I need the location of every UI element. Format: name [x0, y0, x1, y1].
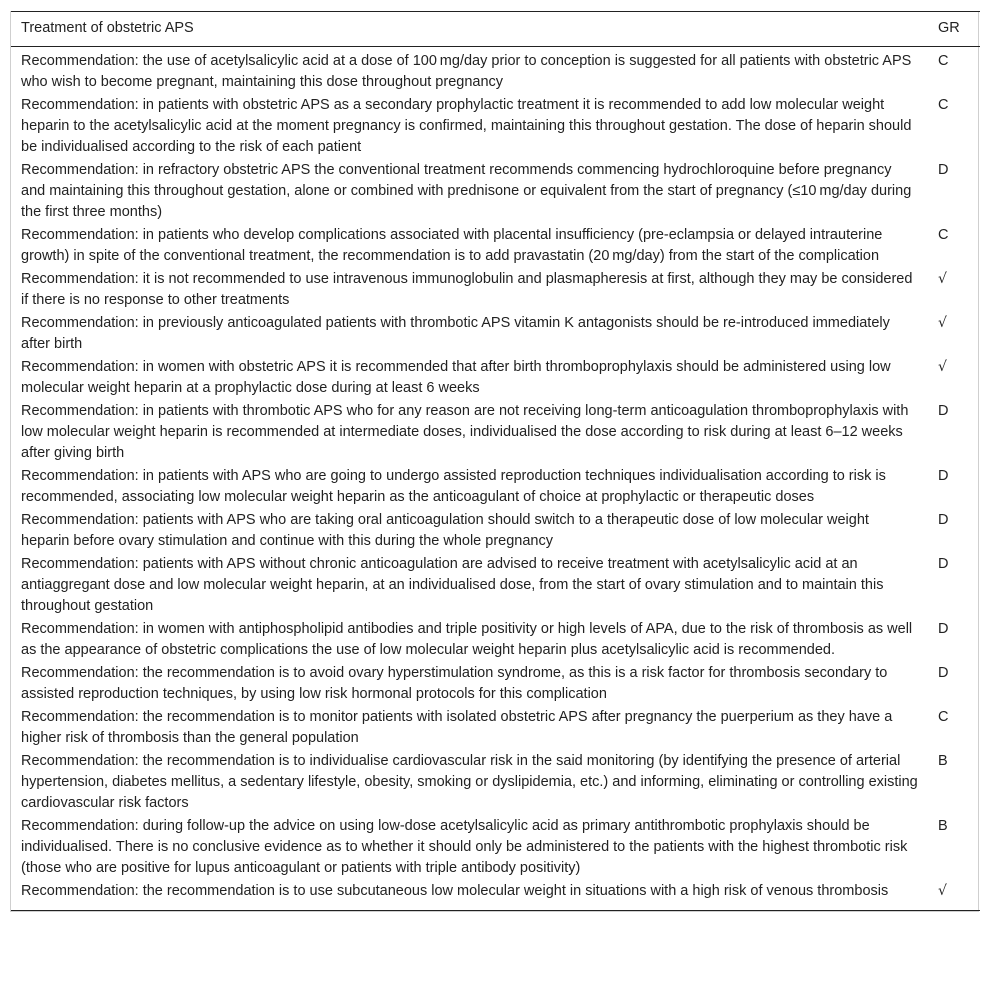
table-row	[11, 47, 980, 95]
recommendation-text: Recommendation: in patients with obstetric APS as a secondary prophylactic treatment it is recommended to add low molecular weight heparin to the acetylsalicylic acid at the moment pregnancy is confirmed, maintaining this throughout gestation. The dose of heparin should be individualised according to the risk of each patient	[21, 97, 912, 155]
header-treatment: Treatment of obstetric APS	[21, 20, 194, 36]
table-row	[11, 880, 980, 911]
grade-cell: D	[938, 162, 949, 178]
grade-cell: √	[938, 359, 947, 375]
recommendation-text: Recommendation: during follow-up the advice on using low-dose acetylsalicylic acid as primary antithrombotic prophylaxis should be individualised. There is no conclusive evidence as to whether it should only be administered to the patients with the highest thrombotic risk (those who are positive for lupus anticoagulant or patients with triple antibody positivity)	[21, 818, 908, 876]
header-row	[11, 12, 980, 47]
recommendation-text: Recommendation: the recommendation is to use subcutaneous low molecular weight in situations with a high risk of venous thrombosis	[21, 883, 889, 899]
table-row	[11, 400, 980, 465]
grade-cell: D	[938, 512, 949, 528]
grade-cell: D	[938, 665, 949, 681]
table-row	[11, 356, 980, 400]
table-row	[11, 465, 980, 509]
table-row	[11, 224, 980, 268]
grade-cell: C	[938, 709, 949, 725]
grade-cell: √	[938, 883, 947, 899]
recommendations-table-container	[10, 11, 979, 912]
grade-cell: C	[938, 97, 949, 113]
grade-cell: B	[938, 753, 948, 769]
recommendation-text: Recommendation: patients with APS without chronic anticoagulation are advised to receive treatment with acetylsalicylic acid at an antiaggregant dose and low molecular weight heparin, at an individualised dose, from the start of ovary stimulation and to maintain this throughout gestation	[21, 556, 884, 614]
recommendation-text: Recommendation: patients with APS who are taking oral anticoagulation should switch to a therapeutic dose of low molecular weight heparin before ovary stimulation and continue with this during the whole pregnancy	[21, 512, 869, 549]
table-row	[11, 94, 980, 159]
recommendation-text: Recommendation: in women with obstetric APS it is recommended that after birth thromboprophylaxis should be administered using low molecular weight heparin at a prophylactic dose during at least 6 weeks	[21, 359, 891, 396]
recommendation-text: Recommendation: the recommendation is to individualise cardiovascular risk in the said monitoring (by identifying the presence of arterial hypertension, diabetes mellitus, a sedentary lifestyle, obesity, smoking or dyslipidemia, etc.) and informing, eliminating or controlling existing cardiovascular risk factors	[21, 753, 918, 811]
table-row	[11, 815, 980, 880]
recommendation-text: Recommendation: the recommendation is to avoid ovary hyperstimulation syndrome, as this is a risk factor for thrombosis secondary to assisted reproduction techniques, by using low risk hormonal protocols for this complication	[21, 665, 888, 702]
recommendation-text: Recommendation: the recommendation is to monitor patients with isolated obstetric APS after pregnancy the puerperium as they have a higher risk of thrombosis than the general population	[21, 709, 893, 746]
recommendations-table	[11, 11, 980, 911]
recommendation-text: Recommendation: it is not recommended to use intravenous immunoglobulin and plasmapheresis at first, although they may be considered if there is no response to other treatments	[21, 271, 913, 308]
recommendation-text: Recommendation: in patients with thrombotic APS who for any reason are not receiving long-term anticoagulation thromboprophylaxis with low molecular weight heparin is recommended at intermediate doses, individualised the dose according to risk during at least 6–12 weeks after giving birth	[21, 403, 909, 461]
grade-cell: D	[938, 556, 949, 572]
grade-cell: C	[938, 53, 949, 69]
table-body	[11, 47, 980, 911]
recommendation-text: Recommendation: in previously anticoagulated patients with thrombotic APS vitamin K antagonists should be re-introduced immediately after birth	[21, 315, 890, 352]
table-row	[11, 706, 980, 750]
table-header	[11, 12, 980, 47]
grade-cell: D	[938, 403, 949, 419]
grade-cell: D	[938, 468, 949, 484]
recommendation-text: Recommendation: in patients with APS who are going to undergo assisted reproduction techniques individualisation according to risk is recommended, associating low molecular weight heparin as the anticoagulant of choice at prophylactic or therapeutic doses	[21, 468, 886, 505]
table-row	[11, 662, 980, 706]
grade-cell: D	[938, 621, 949, 637]
table-row	[11, 618, 980, 662]
table-row	[11, 159, 980, 224]
table-row	[11, 750, 980, 815]
grade-cell: √	[938, 271, 947, 287]
table-row	[11, 553, 980, 618]
grade-cell: √	[938, 315, 947, 331]
recommendation-text: Recommendation: in refractory obstetric APS the conventional treatment recommends commencing hydrochloroquine before pregnancy and maintaining this throughout gestation, alone or combined with prednisone or equivalent from the start of pregnancy (≤10 mg/day during the first three months)	[21, 162, 912, 220]
grade-cell: B	[938, 818, 948, 834]
recommendation-text: Recommendation: in patients who develop complications associated with placental insufficiency (pre-eclampsia or delayed intrauterine growth) in spite of the conventional treatment, the recommendation is to add pravastatin (20 mg/day) from the start of the complication	[21, 227, 883, 264]
table-row	[11, 509, 980, 553]
table-row	[11, 312, 980, 356]
grade-cell: C	[938, 227, 949, 243]
table-row	[11, 268, 980, 312]
recommendation-text: Recommendation: the use of acetylsalicylic acid at a dose of 100 mg/day prior to conception is suggested for all patients with obstetric APS who wish to become pregnant, maintaining this dose throughout pregnancy	[21, 53, 912, 90]
header-grade: GR	[938, 20, 960, 36]
recommendation-text: Recommendation: in women with antiphospholipid antibodies and triple positivity or high levels of APA, due to the risk of thrombosis as well as the appearance of obstetric complications the use of low molecular weight heparin plus acetylsalicylic acid is recommended.	[21, 621, 913, 658]
